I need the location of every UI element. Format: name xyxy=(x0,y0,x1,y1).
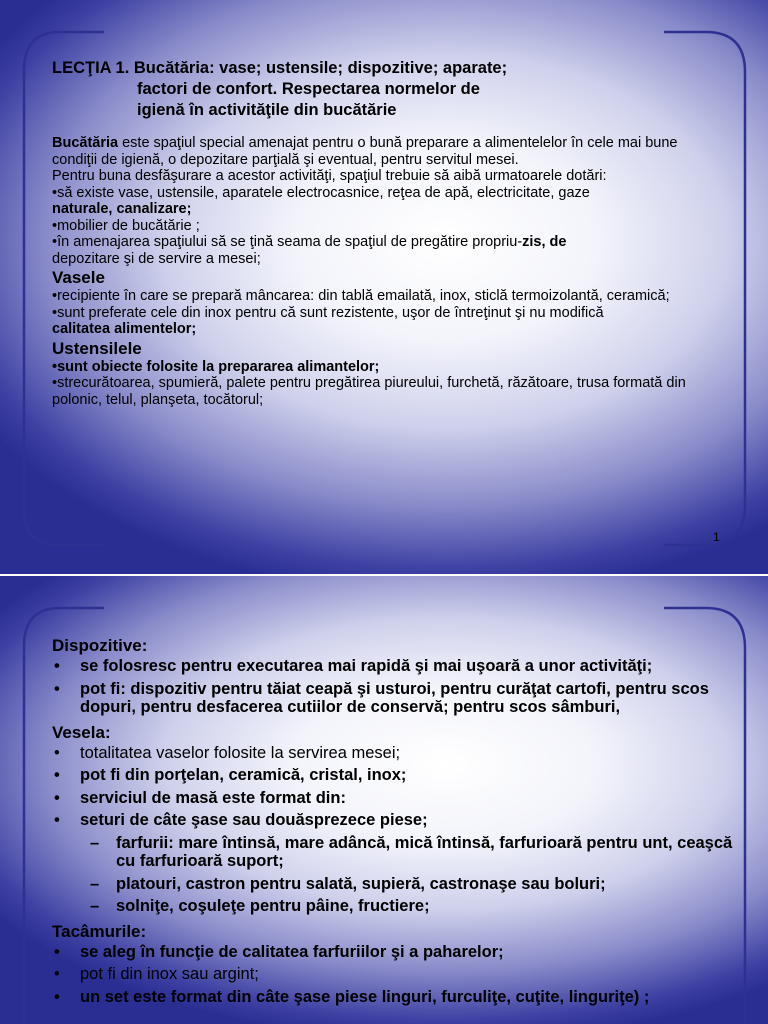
sub-list-item: – platouri, castron pentru salată, supieră, castronaşe sau boluri; xyxy=(52,875,742,894)
dotari-item-1 xyxy=(52,185,722,218)
vesela-heading: Vesela: xyxy=(52,722,111,742)
slide-2-content xyxy=(52,634,742,1010)
dotari-item-3-bold: zis, de xyxy=(522,234,567,250)
dotari-item-2: •mobilier de bucătărie ; xyxy=(52,217,200,234)
title-line-1: LECŢIA 1. Bucătăria: vase; ustensile; dispozitive; aparate; xyxy=(52,59,508,77)
dotari-paragraph: Pentru buna desfăşurare a acestor activităţi, spaţiul trebuie să aibă urmatoarele dotări: xyxy=(52,168,607,184)
slide-1-content xyxy=(52,58,722,408)
tacamuri-heading: Tacâmurile: xyxy=(52,921,147,941)
ustensile-item-2: •strecurătoarea, spumieră, palete pentru pregătirea piureului, furchetă, răzătoare, trusa formată din polonic, telul, planşeta, tocătorul; xyxy=(52,375,686,408)
vasele-item-2-text: •sunt preferate cele din inox pentru că sunt rezistente, uşor de întreţinut şi nu modifică xyxy=(52,304,604,321)
vasele-item-2-bold: calitatea alimentelor; xyxy=(52,321,197,337)
slide-2 xyxy=(0,576,768,1024)
dotari-item-3-text: •în amenajarea spaţiului să se ţină seama de spaţiul de pregătire propriu- xyxy=(52,234,523,250)
dispozitive-heading: Dispozitive: xyxy=(52,636,148,655)
vesela-sublist xyxy=(52,834,742,916)
intro-term: Bucătăria xyxy=(52,135,119,151)
list-item: • seturi de câte şase sau douăsprezece piese; xyxy=(52,811,742,830)
dispozitive-list xyxy=(52,657,742,717)
title-line-2: factori de confort. Respectarea normelor de xyxy=(137,80,480,98)
vasele-item-1: •recipiente în care se prepară mâncarea: din tablă emailată, inox, sticlă termoizolantă, ceramică; xyxy=(52,288,670,304)
dotari-item-1-text: •să existe vase, ustensile, aparatele electrocasnice, reţea de apă, electricitate, gaze xyxy=(52,184,590,201)
ustensile-item-1: •sunt obiecte folosite la prepararea alimantelor; xyxy=(52,358,380,375)
vesela-list xyxy=(52,744,742,830)
list-item: • pot fi: dispozitiv pentru tăiat ceapă şi usturoi, pentru curăţat cartofi, pentru scos dopuri, pentru desfacerea cutiilor de conservă; pentru scos sâmburi, xyxy=(52,680,742,717)
sub-list-item: – solniţe, coşuleţe pentru pâine, fructiere; xyxy=(52,897,742,916)
dotari-item-3 xyxy=(52,234,722,267)
title-line-3: igienă în activităţile din bucătărie xyxy=(137,101,397,119)
intro-paragraph xyxy=(52,135,722,168)
sub-list-item: – farfurii: mare întinsă, mare adâncă, mică întinsă, farfurioară pentru unt, ceaşcă cu farfurioară suport; xyxy=(52,834,742,871)
list-item: • totalitatea vaselor folosite la servirea mesei; xyxy=(52,744,742,763)
ustensile-heading: Ustensilele xyxy=(52,338,142,358)
list-item: • serviciul de masă este format din: xyxy=(52,789,742,808)
list-item: • se folosresc pentru executarea mai rapidă şi mai uşoară a unor activităţi; xyxy=(52,657,742,676)
list-item: • un set este format din câte şase piese linguri, furculiţe, cuţite, linguriţe) ; xyxy=(52,988,742,1007)
list-item: • se aleg în funcţie de calitatea farfuriilor şi a paharelor; xyxy=(52,943,742,962)
list-item: • pot fi din inox sau argint; xyxy=(52,965,742,984)
tacamuri-list xyxy=(52,943,742,1007)
lesson-title xyxy=(52,58,722,121)
dotari-item-3-cont: depozitare şi de servire a mesei; xyxy=(52,250,261,267)
intro-text: este spaţiul special amenajat pentru o bună preparare a alimentelelor în cele mai bune condiţii de igienă, o depozitare parţială şi eventual, pentru servitul mesei. xyxy=(52,135,678,168)
slide-number: 1 xyxy=(713,530,720,544)
vasele-item-2 xyxy=(52,305,722,338)
dotari-item-1-bold: naturale, canalizare; xyxy=(52,201,192,217)
list-item: • pot fi din porţelan, ceramică, cristal, inox; xyxy=(52,766,742,785)
vasele-heading: Vasele xyxy=(52,268,105,287)
